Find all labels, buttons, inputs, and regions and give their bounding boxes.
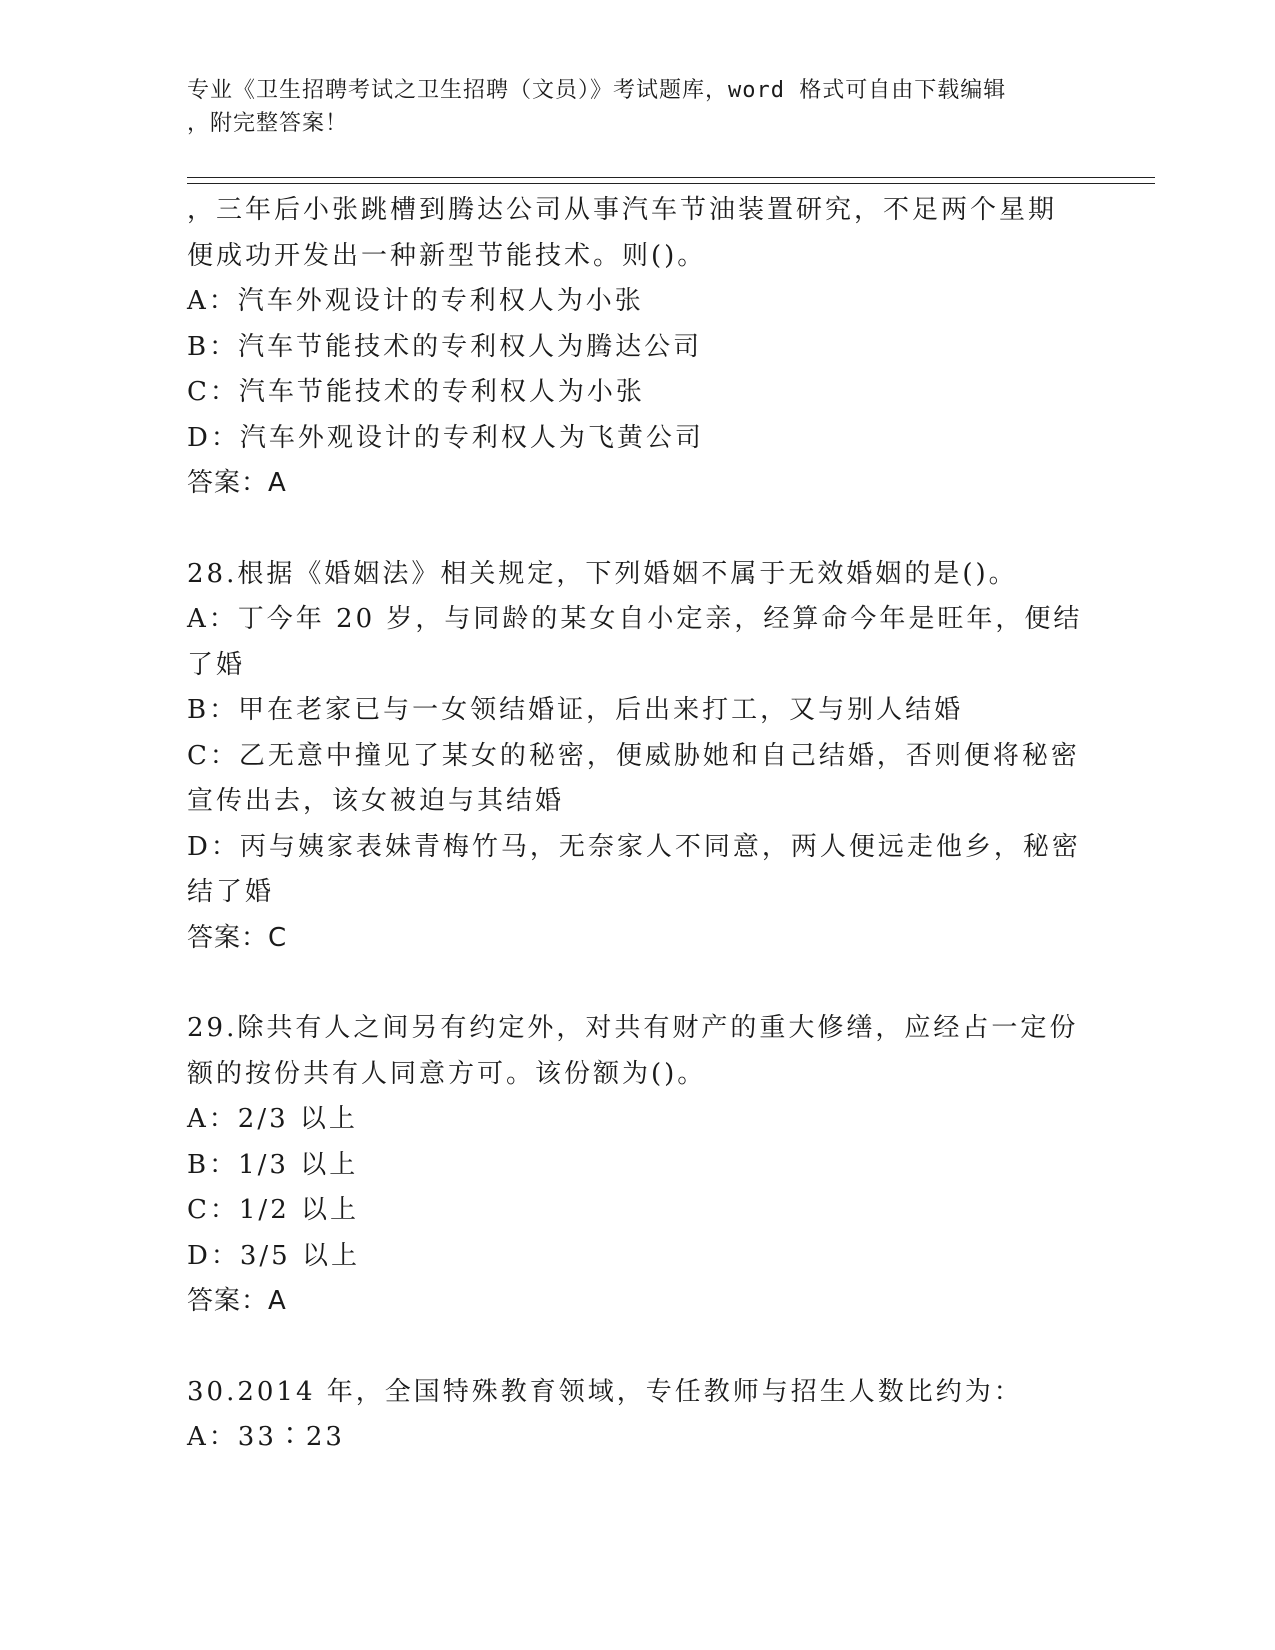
- option-d: D：丙与姨家表妹青梅竹马，无奈家人不同意，两人便远走他乡，秘密: [187, 831, 1081, 862]
- option-d-cont: 结了婚: [187, 877, 275, 907]
- question-stem: 便成功开发出一种新型节能技术。则()。: [187, 240, 707, 271]
- question-27: [187, 188, 1087, 507]
- option-b: B：汽车节能技术的专利权人为腾达公司: [187, 331, 703, 362]
- option-d: D：3/5 以上: [187, 1240, 360, 1271]
- spacer: [187, 961, 1087, 1006]
- question-list: [187, 188, 1087, 1461]
- option-c: C：汽车节能技术的专利权人为小张: [187, 377, 645, 407]
- spacer: [187, 507, 1087, 552]
- answer-text: 答案：A: [187, 468, 287, 498]
- question-stem: 30.2014 年，全国特殊教育领域，专任教师与招生人数比约为：: [187, 1376, 1023, 1407]
- option-a: A：丁今年 20 岁，与同龄的某女自小定亲，经算命今年是旺年，便结: [187, 604, 1083, 634]
- question-30: [187, 1370, 1087, 1461]
- answer-text: 答案：C: [187, 922, 288, 953]
- header-line-2: ，附完整答案！: [187, 111, 349, 136]
- option-d: D：汽车外观设计的专利权人为飞黄公司: [187, 422, 704, 453]
- option-a: A：汽车外观设计的专利权人为小张: [187, 286, 644, 316]
- option-c: C：乙无意中撞见了某女的秘密，便威胁她和自己结婚，否则便将秘密: [187, 740, 1080, 771]
- option-c-cont: 宣传出去，该女被迫与其结婚: [187, 786, 565, 816]
- header-divider-top: [187, 177, 1155, 178]
- option-c: C：1/2 以上: [187, 1195, 360, 1225]
- option-a: A：33∶23: [187, 1422, 345, 1452]
- option-a-cont: 了婚: [187, 649, 246, 680]
- question-stem: ，三年后小张跳槽到腾达公司从事汽车节油装置研究，不足两个星期: [187, 195, 1058, 225]
- option-b: B：甲在老家已与一女领结婚证，后出来打工，又与别人结婚: [187, 695, 964, 725]
- spacer: [187, 1325, 1087, 1370]
- answer-text: 答案：A: [187, 1286, 287, 1316]
- option-a: A：2/3 以上: [187, 1104, 358, 1134]
- header-divider-bottom: [187, 183, 1155, 184]
- header-line-1: 专业《卫生招聘考试之卫生招聘（文员）》考试题库，word 格式可自由下载编辑: [187, 78, 1007, 103]
- question-stem: 额的按份共有人同意方可。该份额为()。: [187, 1058, 707, 1089]
- question-stem: 29.除共有人之间另有约定外，对共有财产的重大修缮，应经占一定份: [187, 1013, 1079, 1043]
- option-b: B：1/3 以上: [187, 1149, 359, 1180]
- document-header: [187, 74, 1067, 140]
- question-stem: 28.根据《婚姻法》相关规定，下列婚姻不属于无效婚姻的是()。: [187, 558, 1018, 589]
- question-29: [187, 1006, 1087, 1325]
- question-28: [187, 552, 1087, 962]
